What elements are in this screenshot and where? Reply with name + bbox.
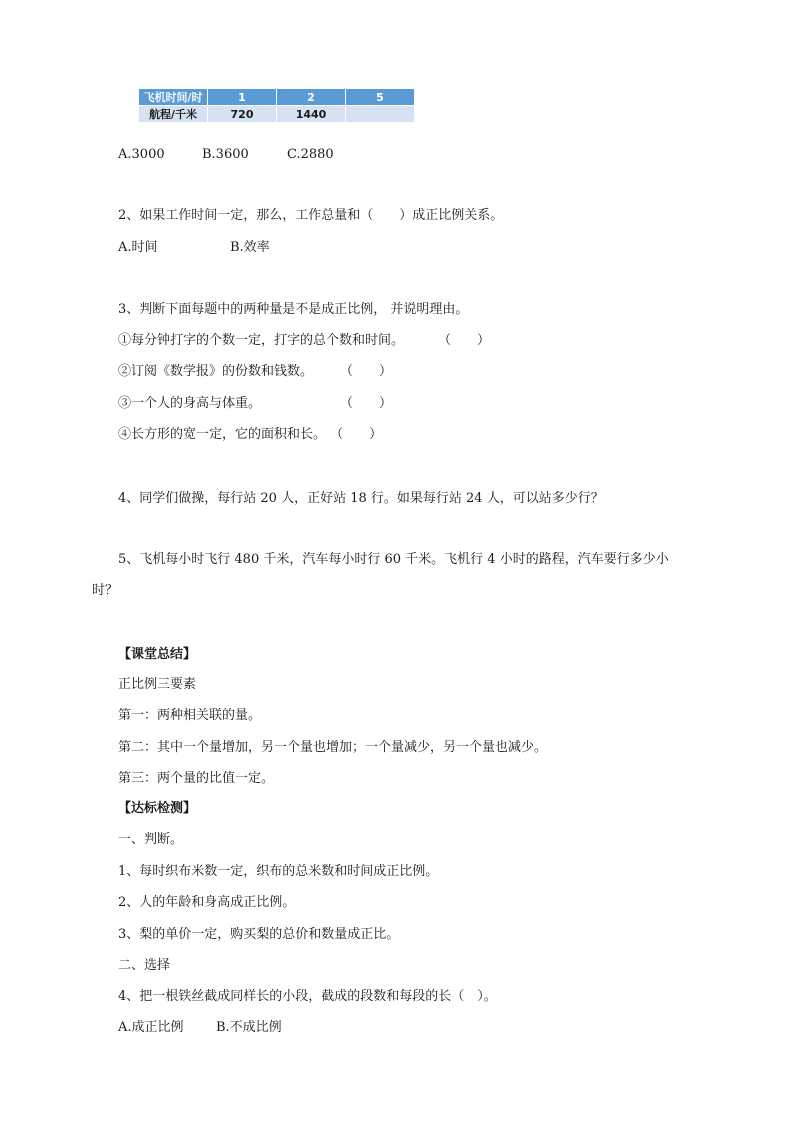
table-cell: 5 xyxy=(346,89,415,106)
summary-title: 正比例三要素 xyxy=(118,677,197,692)
choice-option-a: A.成正比例 xyxy=(118,1020,184,1035)
q2-text: 2、如果工作时间一定，那么，工作总量和（ ）成正比例关系。 xyxy=(118,208,504,223)
table-cell xyxy=(346,106,415,123)
answer-blank: （ ） xyxy=(438,333,491,348)
table-cell: 2 xyxy=(277,89,346,106)
q3-item-3 xyxy=(118,396,393,412)
q3-item-text: ④长方形的宽一定，它的面积和长。 xyxy=(118,427,327,442)
summary-point-1: 第一：两种相关联的量。 xyxy=(118,708,262,723)
q3-item-text: ③一个人的身高与体重。 xyxy=(118,396,262,411)
q3-text: 3、判断下面每题中的两种量是不是成正比例， 并说明理由。 xyxy=(118,302,469,317)
q1-option-a: A.3000 xyxy=(118,147,165,162)
answer-blank: （ ） xyxy=(340,364,393,379)
q4-text: 4、同学们做操，每行站 20 人，正好站 18 行。如果每行站 24 人，可以站多少行？ xyxy=(118,491,604,506)
q3-item-text: ②订阅《数学报》的份数和钱数。 xyxy=(118,364,314,379)
table-cell: 飞机时间/时 xyxy=(139,89,208,106)
table-cell: 1440 xyxy=(277,106,346,123)
q3-item-text: ①每分钟打字的个数一定，打字的总个数和时间。 xyxy=(118,333,405,348)
table-row xyxy=(139,106,415,123)
summary-point-2: 第二：其中一个量增加，另一个量也增加；一个量减少，另一个量也减少。 xyxy=(118,740,548,755)
summary-point-3: 第三：两个量的比值一定。 xyxy=(118,771,275,786)
judge-item-1: 1、每时织布米数一定，织布的总米数和时间成正比例。 xyxy=(118,864,439,879)
q2-option-a: A.时间 xyxy=(118,240,158,255)
check-section-choice: 二、选择 xyxy=(118,958,171,973)
q3-item-1 xyxy=(118,333,491,349)
table-cell: 720 xyxy=(208,106,277,123)
q1-option-b: B.3600 xyxy=(202,147,249,162)
q3-item-4 xyxy=(118,427,382,443)
q1-option-c: C.2880 xyxy=(287,147,334,162)
answer-blank: （ ） xyxy=(340,396,393,411)
judge-item-2: 2、人的年龄和身高成正比例。 xyxy=(118,895,296,910)
q3-item-2 xyxy=(118,364,393,380)
check-section-judge: 一、判断。 xyxy=(118,832,184,847)
answer-blank: （ ） xyxy=(330,427,383,442)
table-cell: 航程/千米 xyxy=(139,106,208,123)
q5-text-line2: 时？ xyxy=(92,583,119,598)
flight-table xyxy=(138,88,415,123)
choice-option-b: B.不成比例 xyxy=(216,1020,282,1035)
choice-item: 4、把一根铁丝截成同样长的小段，截成的段数和每段的长（ ）。 xyxy=(118,989,497,1004)
table-cell: 1 xyxy=(208,89,277,106)
summary-heading: 【课堂总结】 xyxy=(118,647,197,662)
check-heading: 【达标检测】 xyxy=(118,801,197,816)
judge-item-3: 3、梨的单价一定，购买梨的总价和数量成正比。 xyxy=(118,927,400,942)
q5-text-line1: 5、飞机每小时飞行 480 千米，汽车每小时行 60 千米。飞机行 4 小时的路程，汽车要行多少小 xyxy=(118,552,669,567)
q2-option-b: B.效率 xyxy=(230,240,270,255)
table-header-row xyxy=(139,89,415,106)
